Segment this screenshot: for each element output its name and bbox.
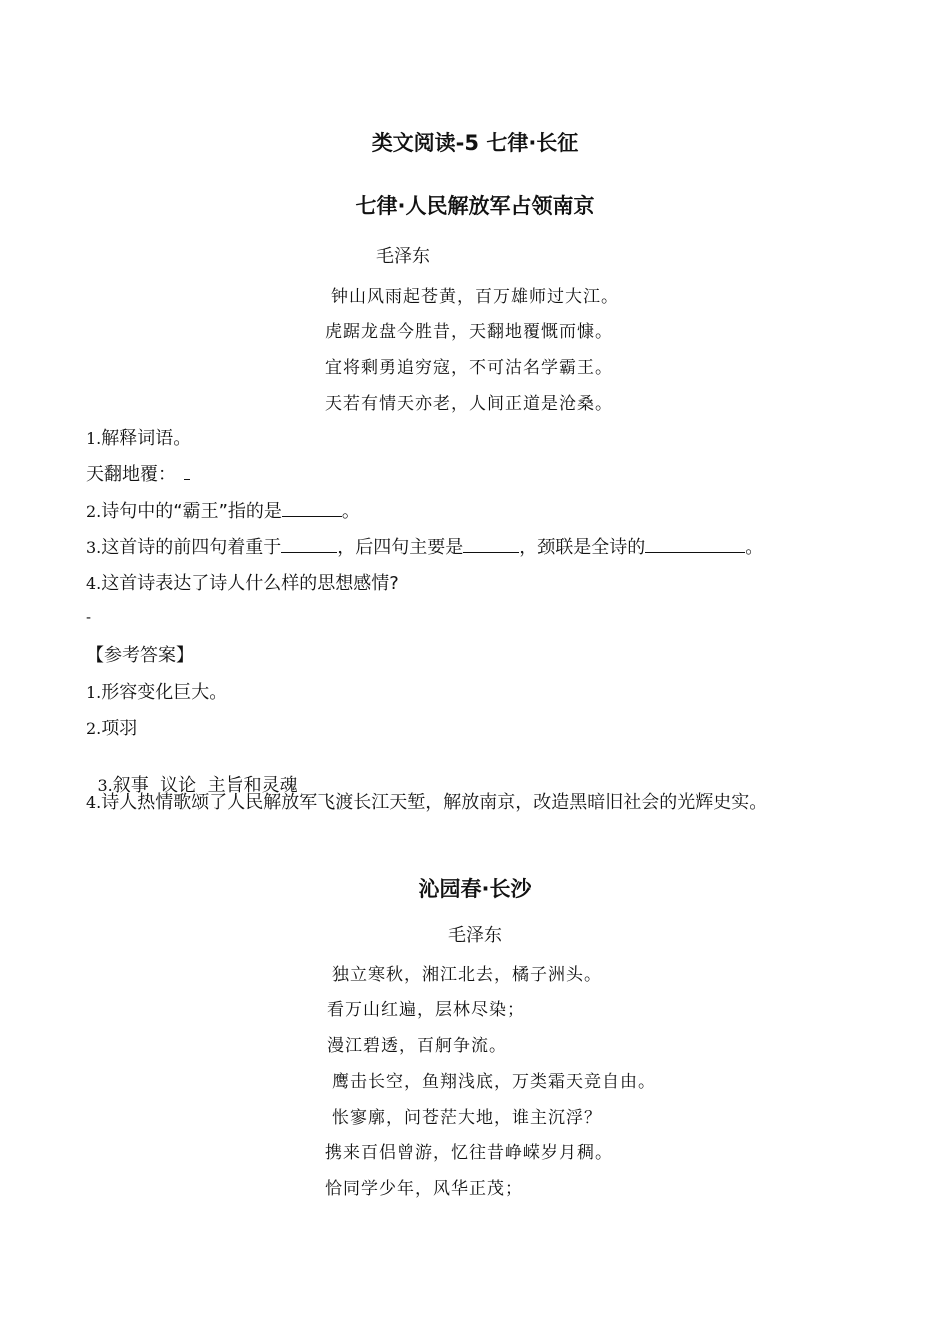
poem2-line: 恰同学少年，风华正茂； bbox=[325, 1179, 523, 1199]
poem2-line: 携来百侣曾游，忆往昔峥嵘岁月稠。 bbox=[325, 1143, 613, 1163]
poem1-line: 宜将剩勇追穷寇，不可沽名学霸王。 bbox=[325, 358, 613, 378]
question-number: 2. bbox=[86, 502, 102, 521]
poem2-line: 鹰击长空，鱼翔浅底，万类霜天竞自由。 bbox=[332, 1072, 656, 1092]
question-text: ，颈联是全诗的 bbox=[519, 537, 646, 558]
answer-item bbox=[86, 714, 137, 740]
poem1-line: 虎踞龙盘今胜昔，天翻地覆慨而慷。 bbox=[325, 322, 613, 342]
answer-text: 项羽 bbox=[101, 718, 138, 739]
poem2-line: 漫江碧透，百舸争流。 bbox=[327, 1036, 507, 1056]
answer-blank[interactable] bbox=[282, 500, 342, 517]
question-3 bbox=[86, 533, 763, 559]
poem2-title: 沁园春·长沙 bbox=[418, 877, 532, 901]
answer-blank[interactable] bbox=[463, 536, 519, 553]
answer-number: 1. bbox=[86, 683, 102, 702]
answer-blank[interactable] bbox=[184, 463, 190, 480]
poem1-line: 钟山风雨起苍黄，百万雄师过大江。 bbox=[331, 287, 619, 307]
question-text: 这首诗表达了诗人什么样的思想感情? bbox=[101, 573, 399, 594]
poem1-title: 七律·人民解放军占领南京 bbox=[355, 194, 595, 218]
poem2-author: 毛泽东 bbox=[448, 925, 502, 946]
question-4 bbox=[86, 569, 399, 595]
poem2-line: 看万山红遍，层林尽染； bbox=[327, 1000, 525, 1020]
question-1-term bbox=[86, 460, 190, 486]
poem2-line: 怅寥廓，问苍茫大地，谁主沉浮？ bbox=[332, 1108, 602, 1128]
poem2-line: 独立寒秋，湘江北去，橘子洲头。 bbox=[332, 965, 602, 985]
question-text: 。 bbox=[341, 501, 360, 522]
stray-mark: - bbox=[86, 610, 92, 626]
answer-text: 叙事 议论 主旨和灵魂 bbox=[112, 775, 298, 796]
answer-text: 诗人热情歌颂了人民解放军飞渡长江天堑，解放南京，改造黑暗旧社会的光辉史实。 bbox=[101, 792, 768, 813]
question-number: 4. bbox=[86, 574, 102, 593]
term-label: 天翻地覆： bbox=[86, 464, 176, 485]
question-number: 3. bbox=[86, 538, 102, 557]
page-title: 类文阅读-5 七律·长征 bbox=[371, 131, 579, 155]
answer-blank[interactable] bbox=[645, 536, 745, 553]
answers-heading: 【参考答案】 bbox=[86, 645, 194, 666]
answer-number: 3. bbox=[97, 776, 113, 795]
answer-item bbox=[86, 788, 767, 814]
poem1-line: 天若有情天亦老，人间正道是沧桑。 bbox=[325, 394, 613, 414]
question-number: 1. bbox=[86, 429, 102, 448]
answer-item bbox=[86, 678, 227, 704]
answer-text: 形容变化巨大。 bbox=[101, 682, 228, 703]
question-text: 。 bbox=[745, 537, 764, 558]
answer-number: 4. bbox=[86, 793, 102, 812]
answer-number: 2. bbox=[86, 719, 102, 738]
question-text: ，后四句主要是 bbox=[337, 537, 464, 558]
question-1 bbox=[86, 424, 191, 450]
poem1-author: 毛泽东 bbox=[376, 246, 430, 267]
answer-blank[interactable] bbox=[281, 536, 337, 553]
question-2 bbox=[86, 497, 360, 523]
question-text: 诗句中的“霸王”指的是 bbox=[101, 501, 282, 522]
question-text: 解释词语。 bbox=[101, 428, 192, 449]
question-text: 这首诗的前四句着重于 bbox=[101, 537, 282, 558]
